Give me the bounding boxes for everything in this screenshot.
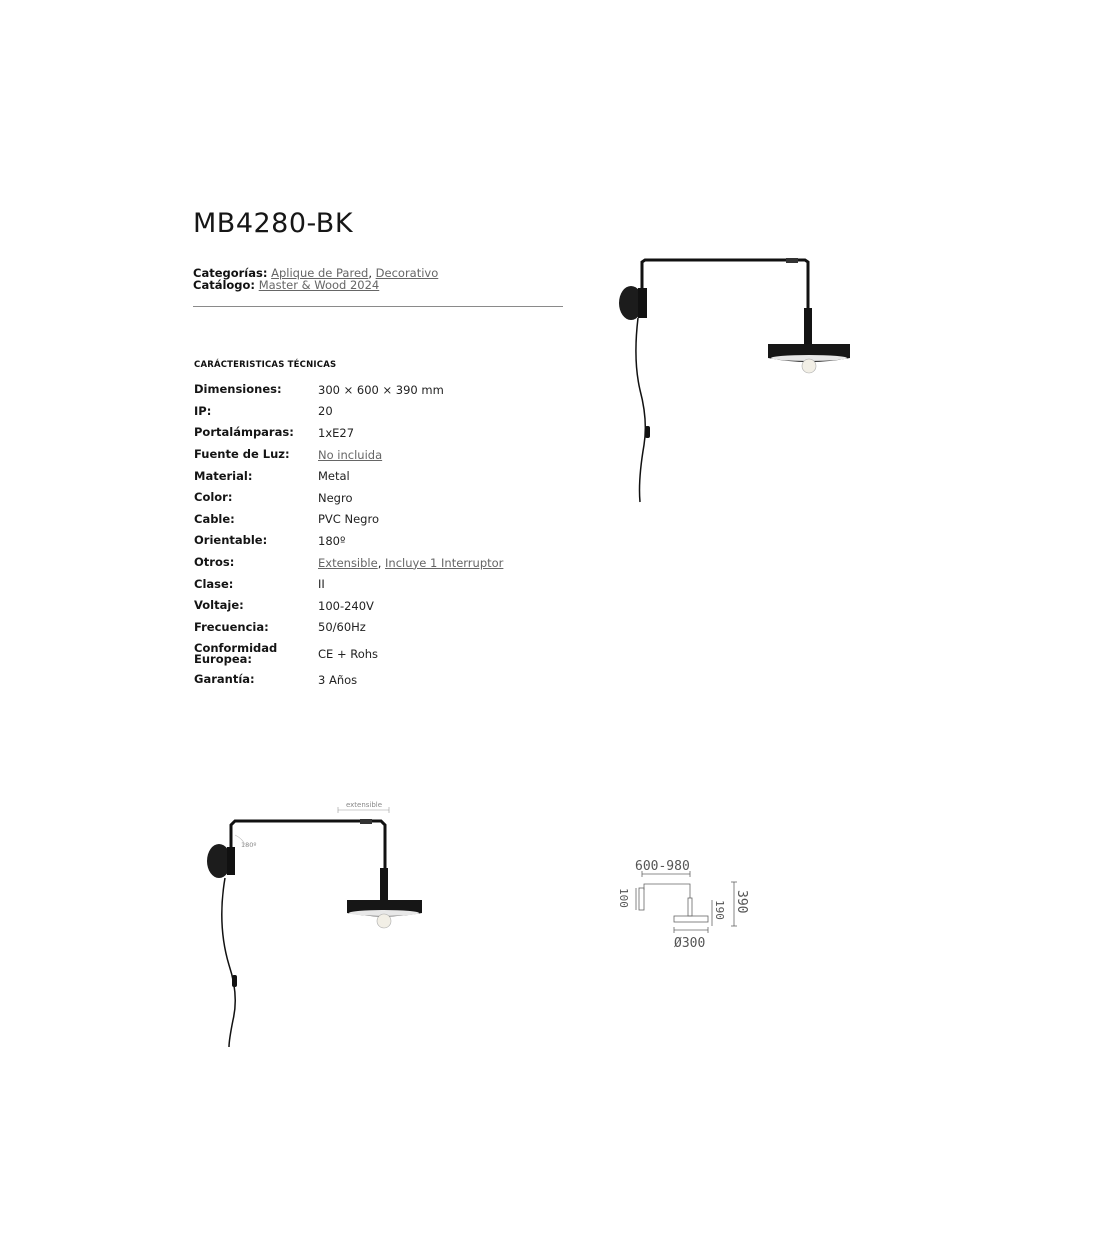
spec-row-portalamparas	[194, 422, 554, 444]
product-photo-extended	[195, 795, 435, 1055]
backplate-label: 100	[617, 888, 630, 908]
spec-value: 3 Años	[318, 672, 358, 687]
spec-row-material	[194, 465, 554, 487]
spec-row-frecuencia	[194, 617, 554, 639]
spec-value: 1xE27	[318, 425, 355, 440]
width-dimension-label: 600-980	[635, 859, 690, 874]
category-link-decorativo[interactable]: Decorativo	[375, 266, 439, 280]
shade-height-label: 190	[713, 900, 726, 920]
interruptor-link[interactable]: Incluye 1 Interruptor	[385, 555, 504, 570]
spec-row-clase	[194, 573, 554, 595]
angle-label: 180º	[241, 841, 257, 849]
cable-switch	[645, 426, 650, 438]
catalog-line	[193, 279, 379, 291]
spec-row-dimensiones	[194, 379, 554, 401]
catalog-label: Catálogo:	[193, 278, 256, 292]
extensible-label: extensible	[345, 801, 383, 809]
diameter-label: Ø300	[674, 936, 706, 951]
spec-row-garantia	[194, 669, 554, 691]
spec-row-conformidad	[194, 638, 554, 669]
spec-value	[318, 448, 382, 462]
spec-value: Extensible, Incluye 1 Interruptor	[318, 555, 504, 570]
diagram-shade	[674, 916, 708, 922]
categories-label: Categorías:	[193, 266, 268, 280]
spec-value: CE + Rohs	[318, 646, 379, 661]
spec-label: Garantía:	[194, 672, 255, 687]
spec-value: PVC Negro	[318, 512, 379, 527]
spec-label: Cable:	[194, 511, 235, 526]
spec-label: Orientable:	[194, 533, 268, 548]
specs-table	[194, 379, 554, 691]
extensible-link[interactable]: Extensible	[318, 555, 378, 570]
category-link-aplique[interactable]: Aplique de Pared	[271, 266, 369, 280]
bulb	[802, 359, 816, 373]
product-photo-main	[600, 240, 880, 520]
diagram-backplate	[639, 888, 644, 910]
spec-value: 300 × 600 × 390 mm	[318, 382, 444, 397]
bulb	[377, 914, 391, 928]
lamp-stem	[804, 308, 812, 344]
spec-row-color	[194, 487, 554, 509]
specs-section-title: CARÁCTERISTICAS TÉCNICAS	[194, 360, 337, 370]
spec-value: 50/60Hz	[318, 620, 366, 635]
spec-value: Metal	[318, 469, 350, 484]
arm-joint	[360, 819, 372, 824]
dimension-diagram	[612, 850, 762, 960]
categories-line: Categorías: Aplique de Pared, Decorativo	[193, 266, 439, 280]
spec-label: IP:	[194, 403, 212, 418]
spec-label: Frecuencia:	[194, 619, 269, 634]
cable	[222, 878, 235, 1047]
spec-label: Clase:	[194, 576, 234, 591]
spec-row-orientable	[194, 530, 554, 552]
spec-value: Negro	[318, 490, 353, 505]
divider	[193, 306, 563, 307]
spec-label: Fuente de Luz:	[194, 447, 290, 462]
spec-label: Otros:	[194, 555, 235, 570]
total-height-label: 390	[734, 890, 749, 914]
spec-row-voltaje	[194, 595, 554, 617]
catalog-link[interactable]: Master & Wood 2024	[258, 278, 380, 292]
fuente-de-luz-link[interactable]: No incluida	[318, 447, 383, 462]
spec-row-fuente-de-luz	[194, 444, 554, 466]
diagram-arm	[644, 884, 690, 898]
spec-label: Portalámparas:	[194, 425, 294, 440]
spec-value: 100-240V	[318, 598, 374, 613]
spec-value: 20	[318, 404, 333, 419]
lamp-stem	[380, 868, 388, 900]
spec-label: Material:	[194, 468, 253, 483]
cable	[636, 318, 645, 502]
spec-row-cable	[194, 509, 554, 531]
spec-label: Voltaje:	[194, 598, 244, 613]
cable-switch	[232, 975, 237, 987]
product-title: MB4280-BK	[193, 208, 354, 239]
diagram-stem	[688, 898, 692, 916]
arm-joint	[786, 258, 798, 263]
spec-row-ip	[194, 401, 554, 423]
spec-label: Dimensiones:	[194, 382, 282, 397]
arm	[642, 260, 808, 310]
spec-value: II	[318, 577, 325, 592]
spec-value: 180º	[318, 533, 346, 548]
spec-label: Conformidad Europea:	[194, 640, 278, 666]
spec-row-otros	[194, 552, 554, 574]
spec-label: Color:	[194, 490, 233, 505]
